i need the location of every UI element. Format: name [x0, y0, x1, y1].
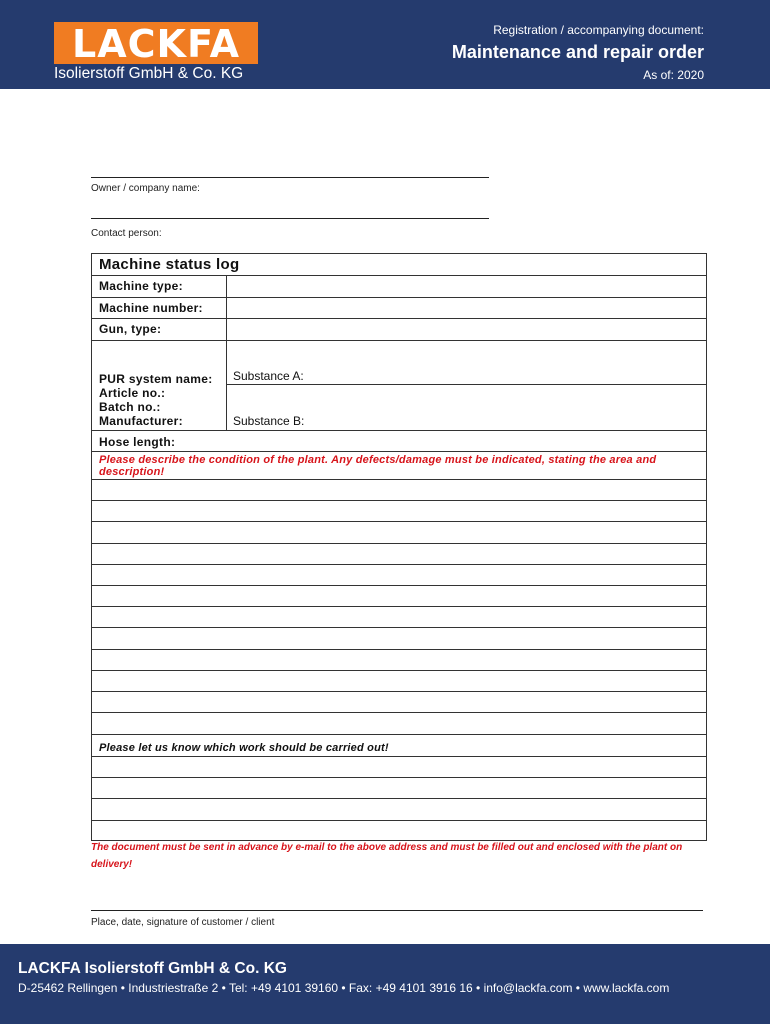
footer-banner	[0, 944, 770, 1024]
substance-a-label: Substance A:	[233, 369, 304, 383]
footer-company-name: LACKFA Isolierstoff GmbH & Co. KG	[18, 960, 287, 977]
logo-text: LACKFA	[72, 22, 240, 66]
gun-type-field[interactable]	[228, 320, 705, 339]
signature-label: Place, date, signature of customer / client	[91, 917, 275, 928]
gun-type-label: Gun, type:	[99, 322, 162, 336]
header-banner	[0, 0, 770, 89]
machine-number-field[interactable]	[228, 299, 705, 317]
machine-number-label: Machine number:	[99, 301, 203, 315]
lackfa-logo	[54, 22, 258, 64]
page-title: Maintenance and repair order	[451, 42, 704, 62]
condition-instruction: Please describe the condition of the plant. Any defects/damage must be indicated, stating the area and description!	[99, 454, 657, 478]
machine-type-field[interactable]	[228, 277, 705, 296]
as-of-date: As of: 2020	[643, 68, 704, 82]
document-type: Registration / accompanying document:	[493, 23, 704, 37]
manufacturer-label: Manufacturer:	[99, 414, 183, 428]
hose-length-label: Hose length:	[99, 435, 176, 449]
substance-a-field[interactable]	[228, 342, 705, 383]
footer-contact-info: D-25462 Rellingen • Industriestraße 2 • Tel: +49 4101 39160 • Fax: +49 4101 3916 16 • info@lackfa.com • www.lackfa.com	[18, 981, 670, 995]
pur-system-label: PUR system name:	[99, 372, 213, 386]
contact-person-field[interactable]	[91, 218, 489, 219]
owner-field[interactable]	[91, 177, 489, 178]
owner-label: Owner / company name:	[91, 183, 200, 194]
machine-type-label: Machine type:	[99, 279, 183, 293]
submission-note: The document must be sent in advance by e-mail to the above address and must be filled out and enclosed with the plant on delivery!	[91, 842, 683, 870]
contact-person-label: Contact person:	[91, 228, 162, 239]
signature-field[interactable]	[91, 910, 703, 911]
article-number-label: Article no.:	[99, 386, 166, 400]
work-instruction: Please let us know which work should be carried out!	[99, 742, 389, 754]
substance-b-field[interactable]	[228, 386, 705, 429]
logo-subtitle: Isolierstoff GmbH & Co. KG	[54, 65, 244, 82]
machine-status-heading: Machine status log	[99, 256, 240, 273]
substance-b-label: Substance B:	[233, 414, 305, 428]
batch-number-label: Batch no.:	[99, 400, 161, 414]
